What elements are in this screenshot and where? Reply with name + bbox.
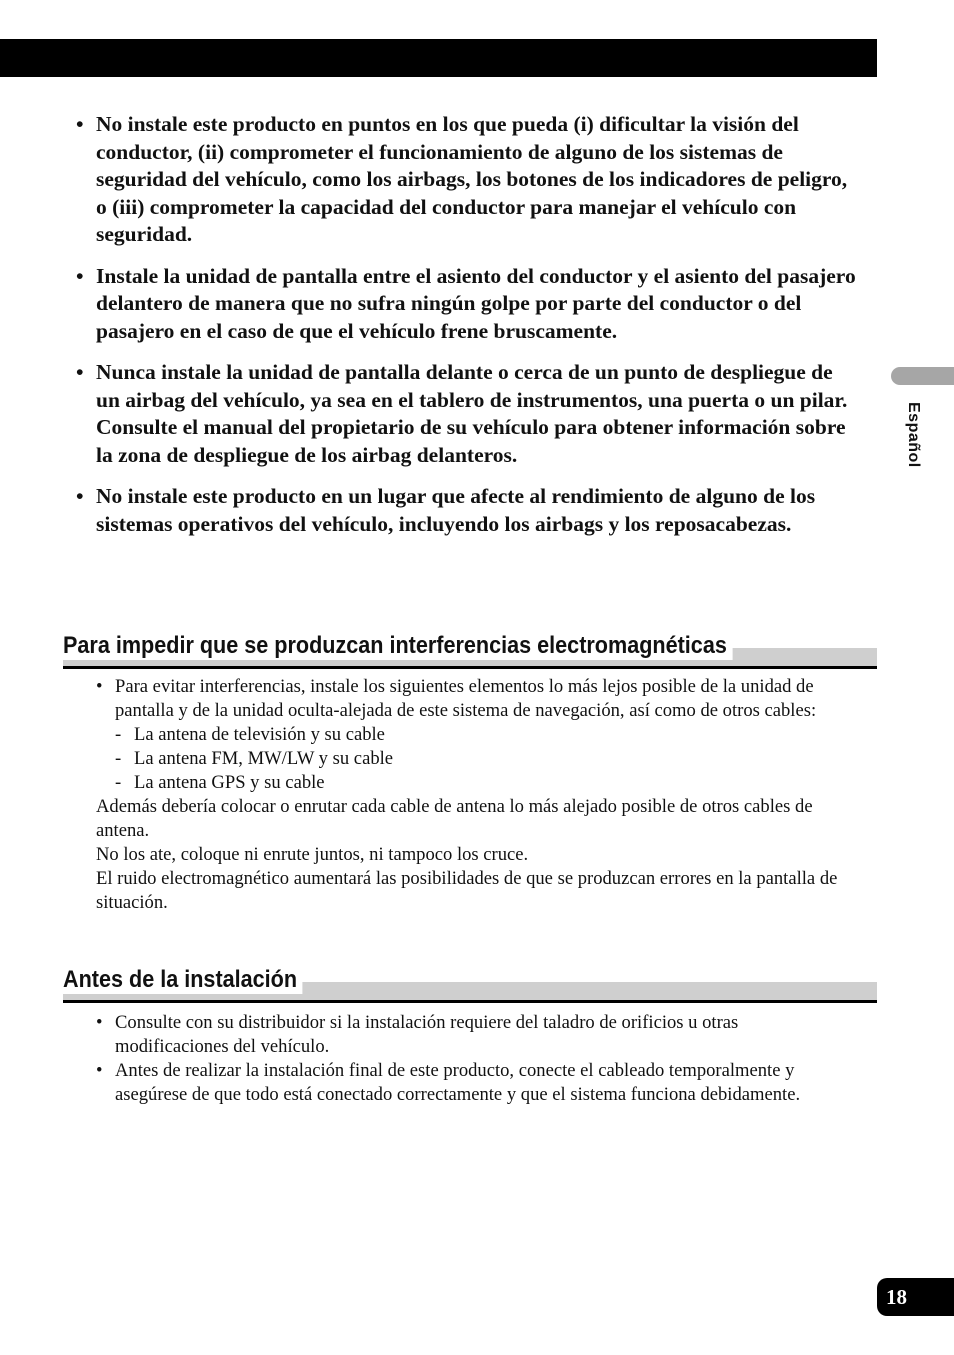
section-heading-interference — [63, 632, 877, 669]
header-bar — [0, 39, 877, 77]
warning-text: No instale este producto en puntos en los que pueda (i) dificultar la visión del conductor, (ii) comprometer el funcionamiento de alguno de los sistemas de seguridad del vehículo, como los airbags, los botones de los indicadores de peligro, o (iii) comprometer la capacidad del conductor para manejar el vehículo con seguridad. — [96, 112, 848, 246]
bullet-icon: • — [76, 484, 84, 508]
list-item — [96, 1011, 856, 1059]
language-tab — [891, 367, 954, 385]
dash-item — [96, 747, 856, 771]
warning-text: Instale la unidad de pantalla entre el asiento del conductor y el asiento del pasajero delantero de manera que no sufra ningún golpe por parte del conductor o del pasajero en el caso de que el vehículo frene bruscamente. — [96, 263, 856, 343]
dash-item-text: La antena de televisión y su cable — [134, 724, 385, 745]
list-item — [96, 675, 856, 723]
list-item-text: Consulte con su distribuidor si la instalación requiere del taladro de orificios u otras modificaciones del vehículo. — [115, 1012, 739, 1057]
paragraph: No los ate, coloque ni enrute juntos, ni tampoco los cruce. — [96, 844, 529, 865]
section-heading-before-install — [63, 966, 877, 1003]
dash-item-text: La antena FM, MW/LW y su cable — [134, 748, 394, 769]
dash-item — [96, 771, 856, 795]
interference-body — [96, 675, 856, 915]
warning-item — [76, 359, 856, 469]
section-title: Para impedir que se produzcan interferencias electromagnéticas — [63, 632, 732, 660]
dash-icon: - — [115, 724, 122, 745]
bullet-icon: • — [76, 112, 84, 136]
paragraph: El ruido electromagnético aumentará las posibilidades de que se produzcan errores en la pantalla de situación. — [96, 868, 838, 913]
dash-icon: - — [115, 772, 122, 793]
bullet-icon: • — [76, 263, 84, 288]
language-label: Español — [905, 402, 922, 468]
page-number: 18 — [877, 1278, 954, 1316]
dash-item-text: La antena GPS y su cable — [134, 772, 325, 793]
dash-icon: - — [115, 748, 122, 769]
list-item-text: Para evitar interferencias, instale los siguientes elementos lo más lejos posible de la unidad de pantalla y de la unidad oculta-alejada de este sistema de navegación, así como de otros cables: — [115, 676, 817, 721]
warning-item — [76, 263, 856, 346]
warning-text: No instale este producto en un lugar que afecte al rendimiento de alguno de los sistemas operativos del vehículo, incluyendo los airbags y los reposacabezas. — [96, 484, 816, 536]
bullet-icon: • — [96, 1012, 103, 1033]
warning-item — [76, 483, 856, 538]
bullet-icon: • — [96, 1060, 103, 1081]
bullet-icon: • — [96, 676, 103, 697]
warning-list — [76, 111, 856, 552]
dash-item — [96, 723, 856, 747]
before-install-body — [96, 1011, 856, 1107]
section-title: Antes de la instalación — [63, 966, 302, 994]
list-item — [96, 1059, 856, 1107]
paragraph: Además debería colocar o enrutar cada cable de antena lo más alejado posible de otros cables de antena. — [96, 796, 813, 841]
warning-text: Nunca instale la unidad de pantalla delante o cerca de un punto de despliegue de un airbag del vehículo, ya sea en el tablero de instrumentos, una puerta o un pilar. Consulte el manual del propietario de su vehículo para obtener información sobre la zona de despliegue de los airbag delanteros. — [96, 360, 848, 467]
list-item-text: Antes de realizar la instalación final de este producto, conecte el cableado temporalmente y asegúrese de que todo está conectado correctamente y que el sistema funciona debidamente. — [115, 1060, 801, 1105]
bullet-icon: • — [76, 360, 84, 384]
warning-item — [76, 111, 856, 249]
